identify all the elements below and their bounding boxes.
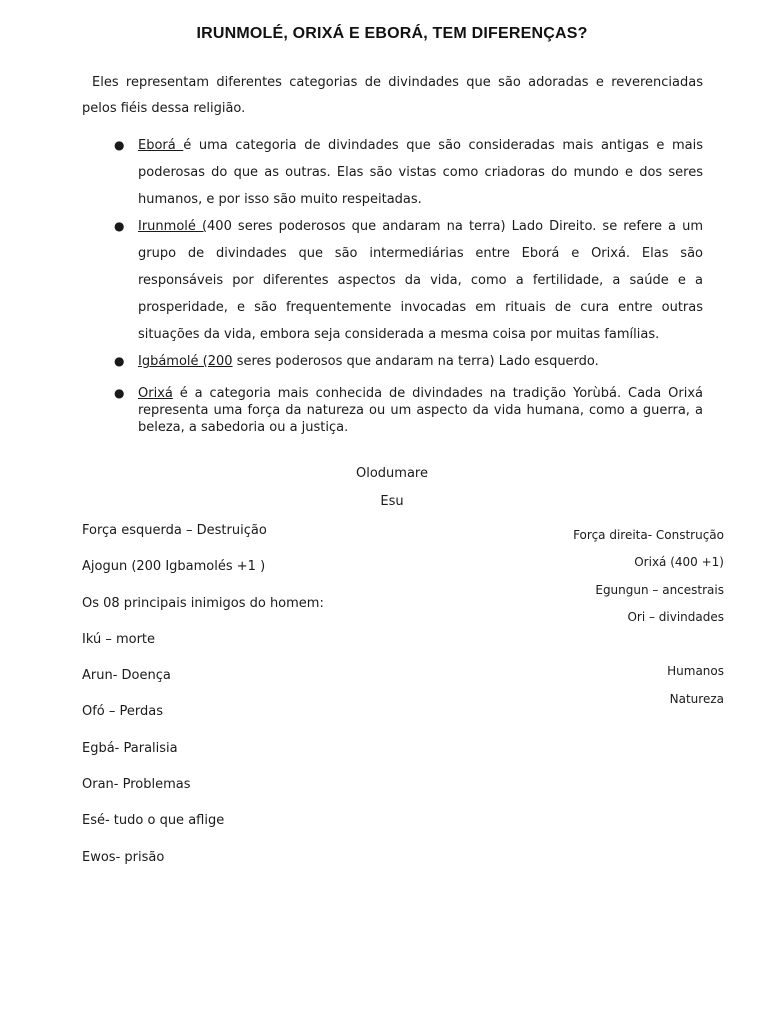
list-item-orixa [114,385,703,436]
left-item: Os 08 principais inimigos do homem: [82,595,324,611]
right-item: Natureza [669,691,724,706]
bullet-icon: ● [114,386,125,400]
text-igbamole: seres poderosos que andaram na terra) Lado esquerdo. [232,354,599,369]
right-spacer [573,632,724,659]
left-item: Oran- Problemas [82,777,191,793]
bullet-icon: ● [114,354,125,368]
left-item: Esé- tudo o que aflige [82,813,225,829]
right-column-list [573,523,724,714]
text-ebora: é uma categoria de divindades que são consideradas mais antigas e mais poderosas do que as outras. Elas são vistas como criadoras do mundo e dos seres humanos, e por isso são muito respeitadas. [138,138,703,207]
left-item: Ajogun (200 Igbamolés +1 ) [82,559,266,575]
left-item: Arun- Doença [82,668,171,684]
document-title: IRUNMOLÉ, ORIXÁ E EBORÁ, TEM DIFERENÇAS? [196,25,588,42]
center-esu: Esu [380,494,404,509]
left-item: Força esquerda – Destruição [82,523,267,538]
right-item: Ori – divindades [627,609,724,624]
list-item-igbamole [114,348,703,375]
right-item: Egungun – ancestrais [595,582,724,597]
right-item: Humanos [667,664,724,679]
term-igbamole: Igbámolé (200 [138,354,233,369]
intro-paragraph: Eles representam diferentes categorias de divindades que são adoradas e reverenciadas pelos fiéis dessa religião. [82,75,703,116]
right-item: Orixá (400 +1) [634,555,724,570]
term-irunmole: Irunmolé ( [138,219,208,234]
divinity-list [114,132,703,436]
left-column-list [82,518,324,881]
right-item: Força direita- Construção [573,528,724,542]
list-item-ebora [114,132,703,213]
term-ebora: Eborá [138,138,184,153]
left-item: Ewos- prisão [82,849,165,865]
left-item: Ikú – morte [82,631,156,647]
list-item-irunmole [114,213,703,348]
center-olodumare: Olodumare [356,466,428,481]
bullet-icon: ● [114,138,125,152]
term-orixa: Orixá [138,386,173,401]
text-irunmole: 400 seres poderosos que andaram na terra) Lado Direito. se refere a um grupo de divindades que são intermediárias entre Eborá e Orixá. Elas são responsáveis por diferentes aspectos da vida, como a fertilidade, a saúde e a prosperidade, e são frequentemente invocadas em rituais de cura entre outras situações da vida, embora seja considerada a mesma coisa por muitas famílias. [138,219,703,342]
left-item: Ofó – Perdas [82,704,164,720]
text-orixa: é a categoria mais conhecida de divindades na tradição Yorùbá. Cada Orixá representa uma força da natureza ou um aspecto da vida humana, como a guerra, a beleza, a sabedoria ou a justiça. [138,386,703,435]
bullet-icon: ● [114,219,125,233]
left-item: Egbá- Paralisia [82,740,178,756]
